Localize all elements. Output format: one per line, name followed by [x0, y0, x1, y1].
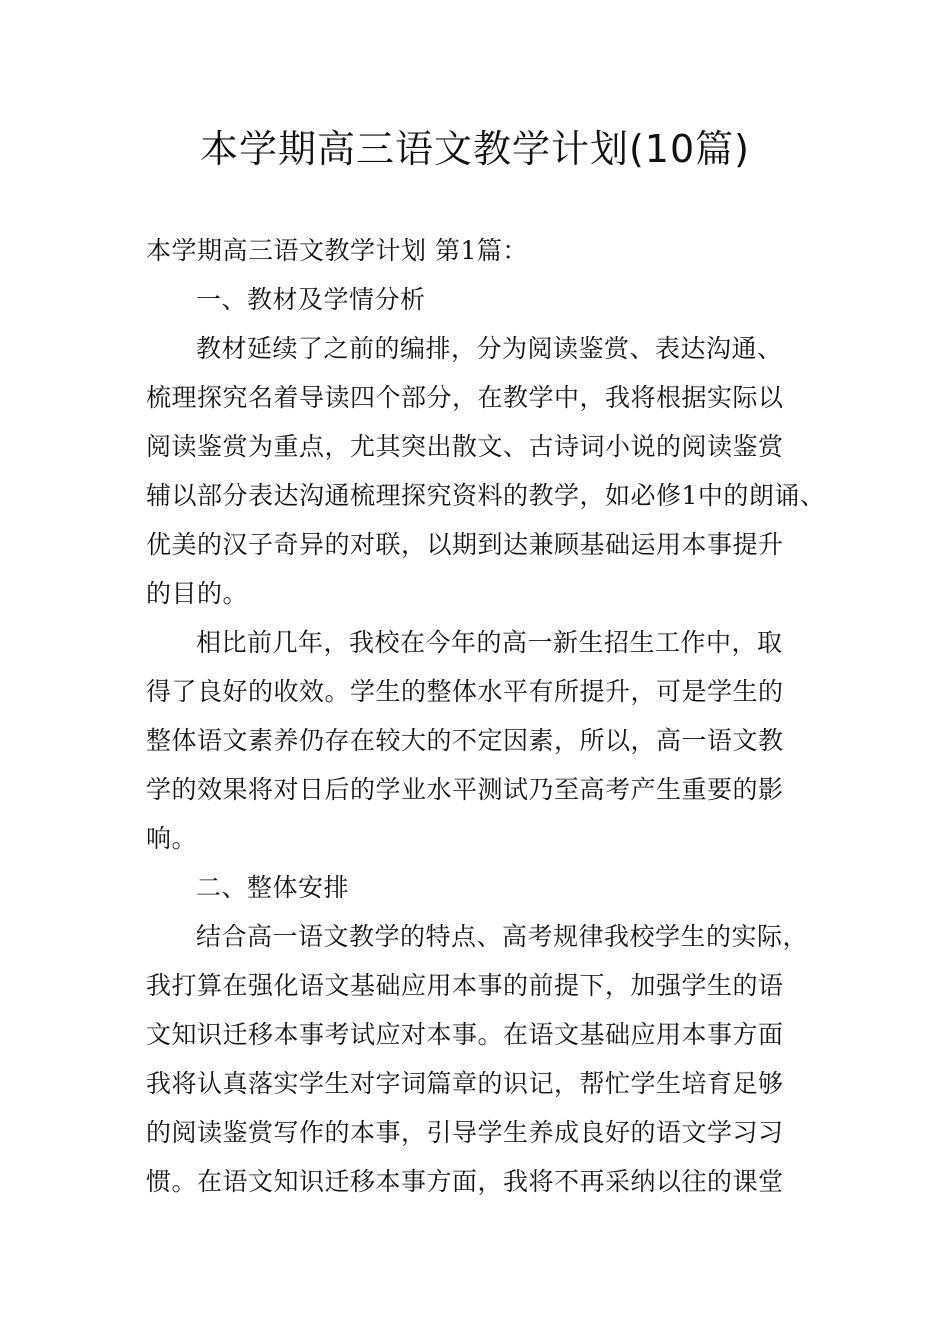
paragraph-line: 优美的汉子奇异的对联，以期到达兼顾基础运用本事提升 [146, 530, 784, 559]
paragraph-line: 教材延续了之前的编排，分为阅读鉴赏、表达沟通、 [196, 334, 783, 363]
paragraph-line: 文知识迁移本事考试应对本事。在语文基础应用本事方面 [146, 1020, 784, 1049]
section-heading: 本学期高三语文教学计划 第1篇： [146, 236, 528, 265]
paragraph-line: 梳理探究名着导读四个部分，在教学中，我将根据实际以 [146, 383, 784, 412]
paragraph-line: 得了良好的收效。学生的整体水平有所提升，可是学生的 [146, 677, 784, 706]
document-body [146, 226, 826, 1206]
paragraph-line: 的阅读鉴赏写作的本事，引导学生养成良好的语文学习习 [146, 1118, 784, 1147]
paragraph-line: 辅以部分表达沟通梳理探究资料的教学，如必修1中的朗诵、 [146, 481, 826, 510]
paragraph-line: 阅读鉴赏为重点，尤其突出散文、古诗词小说的阅读鉴赏 [146, 432, 784, 461]
paragraph-line: 学的效果将对日后的学业水平测试乃至高考产生重要的影 [146, 775, 784, 804]
subheading: 一、教材及学情分析 [196, 285, 426, 314]
paragraph-line: 响。 [146, 824, 198, 853]
paragraph-line: 的目的。 [146, 579, 249, 608]
paragraph-line: 我打算在强化语文基础应用本事的前提下，加强学生的语 [146, 971, 784, 1000]
paragraph-line: 相比前几年，我校在今年的高一新生招生工作中，取 [196, 628, 783, 657]
paragraph-line: 我将认真落实学生对字词篇章的识记，帮忙学生培育足够 [146, 1069, 784, 1098]
document-title: 本学期高三语文教学计划(10篇) [199, 127, 750, 171]
paragraph-line: 惯。在语文知识迁移本事方面，我将不再采纳以往的课堂 [146, 1167, 784, 1196]
paragraph-line: 整体语文素养仍存在较大的不定因素，所以，高一语文教 [146, 726, 784, 755]
paragraph-line: 结合高一语文教学的特点、高考规律我校学生的实际， [196, 922, 809, 951]
subheading: 二、整体安排 [196, 873, 350, 902]
